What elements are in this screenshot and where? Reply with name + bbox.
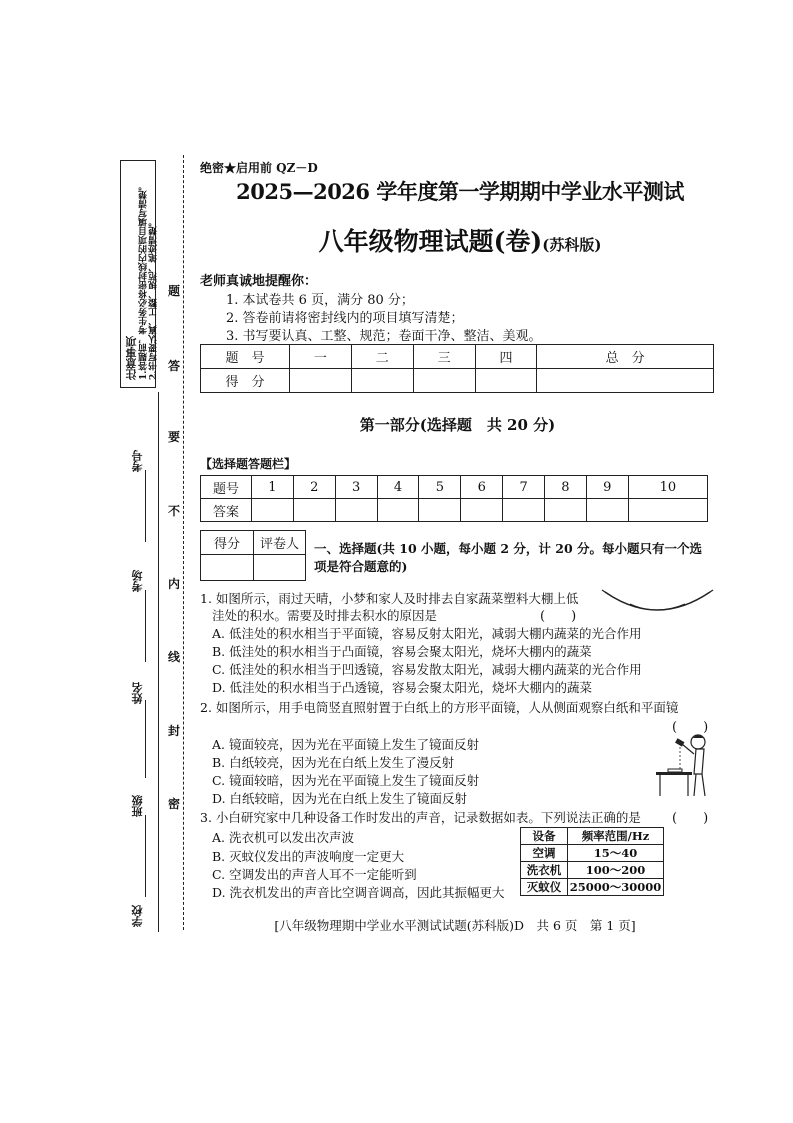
reminder-item: 2. 答卷前请将密封线内的项目填写清楚； xyxy=(226,311,464,326)
part1-title: 第一部分(选择题 共 20 分) xyxy=(359,416,556,434)
score-table xyxy=(200,344,714,393)
score-cell[interactable] xyxy=(475,369,537,393)
score-cell[interactable] xyxy=(290,369,352,393)
score-header: 四 xyxy=(475,345,537,369)
blank-line-exam-room xyxy=(145,590,146,662)
q3-table-header: 频率范围/Hz xyxy=(568,828,664,845)
q3-table-range: 100～200 xyxy=(568,862,664,879)
answer-cell[interactable] xyxy=(252,499,294,522)
score-cell[interactable] xyxy=(413,369,475,393)
q1-stem: 1. 如图所示，雨过天晴，小梦和家人及时排去自家蔬菜塑料大棚上低 xyxy=(200,591,579,606)
answer-header: 1 xyxy=(252,476,294,499)
notice-line1: 1.答题前，考生务必将密封线内的项目填写清楚。 xyxy=(139,181,149,380)
answer-cell[interactable] xyxy=(586,499,628,522)
q1-stem-cont: 洼处的积水。需要及时排去积水的原因是 xyxy=(212,608,438,623)
answer-sheet-table xyxy=(200,475,708,522)
answer-cell[interactable] xyxy=(419,499,461,522)
secret-mark: 绝密★启用前 QZ－D xyxy=(200,161,318,175)
answer-row-label: 答案 xyxy=(201,499,252,522)
answer-header: 10 xyxy=(628,476,707,499)
seal-char: 要 xyxy=(168,430,181,444)
q2-option-b: B. 白纸较亮，因为光在白纸上发生了漫反射 xyxy=(212,755,455,770)
blank-line-name xyxy=(145,700,146,778)
answer-cell[interactable] xyxy=(503,499,545,522)
answer-header: 8 xyxy=(545,476,587,499)
answer-header: 9 xyxy=(586,476,628,499)
label-class: 班级 xyxy=(131,795,144,817)
answer-header: 2 xyxy=(293,476,335,499)
seal-char: 内 xyxy=(168,577,181,591)
q3-table-device: 洗衣机 xyxy=(521,862,568,879)
q2-option-d: D. 白纸较暗，因为光在白纸上发生了镜面反射 xyxy=(212,791,468,806)
grader-score-cell[interactable] xyxy=(201,555,254,581)
seal-line xyxy=(183,155,184,930)
answer-cell[interactable] xyxy=(293,499,335,522)
answer-cell[interactable] xyxy=(545,499,587,522)
q3-stem: 3. 小白研究家中几种设备工作时发出的声音，记录数据如表。下列说法正确的是 xyxy=(200,810,641,825)
answer-cell[interactable] xyxy=(461,499,503,522)
exam-title: 2025—2026 学年度第一学期期中学业水平测试 xyxy=(236,179,684,204)
score-header: 一 xyxy=(290,345,352,369)
edition: (苏科版) xyxy=(542,236,602,254)
q1-greenhouse-figure xyxy=(600,580,715,625)
q3-option-a: A. 洗衣机可以发出次声波 xyxy=(212,830,354,845)
grader-cell[interactable] xyxy=(254,555,306,581)
q3-table-range: 15～40 xyxy=(568,845,664,862)
seal-char: 题 xyxy=(168,284,181,298)
seal-char: 答 xyxy=(168,359,181,373)
q1-option-c: C. 低洼处的积水相当于凹透镜，容易发散太阳光，减弱大棚内蔬菜的光合作用 xyxy=(212,662,642,677)
seal-char: 封 xyxy=(168,724,181,738)
seal-char: 不 xyxy=(168,504,181,518)
subject-title xyxy=(200,222,720,258)
q3-table-device: 空调 xyxy=(521,845,568,862)
label-name: 姓名 xyxy=(131,682,144,704)
score-row-label: 得 分 xyxy=(201,369,290,393)
q3-table-header: 设备 xyxy=(521,828,568,845)
blank-line-class xyxy=(145,815,146,897)
seal-char: 密 xyxy=(168,797,181,811)
score-header: 三 xyxy=(413,345,475,369)
reminder-item: 1. 本试卷共 6 页，满分 80 分； xyxy=(226,293,414,308)
answer-sheet-title: 【选择题答题栏】 xyxy=(200,457,297,471)
q1-option-b: B. 低洼处的积水相当于凸面镜，容易会聚太阳光，烧坏大棚内的蔬菜 xyxy=(212,644,592,659)
answer-cell[interactable] xyxy=(335,499,377,522)
notice-line2: 2.书写要认真、工整、规范、笔迹清楚。 xyxy=(149,217,159,380)
answer-header: 5 xyxy=(419,476,461,499)
answer-header: 4 xyxy=(377,476,419,499)
answer-header: 3 xyxy=(335,476,377,499)
fill-line xyxy=(158,392,159,932)
q2-option-c: C. 镜面较暗，因为光在平面镜上发生了镜面反射 xyxy=(212,773,480,788)
answer-cell[interactable] xyxy=(628,499,707,522)
q2-option-a: A. 镜面较亮，因为光在平面镜上发生了镜面反射 xyxy=(212,737,479,752)
label-exam-room: 考场 xyxy=(131,570,144,592)
grader-box xyxy=(200,530,306,581)
answer-cell[interactable] xyxy=(377,499,419,522)
q3-table-range: 25000～30000 xyxy=(568,879,664,896)
q3-frequency-table xyxy=(520,827,664,896)
q2-stem: 2. 如图所示，用手电筒竖直照射置于白纸上的方形平面镜，人从侧面观察白纸和平面镜 xyxy=(200,700,679,715)
score-header: 二 xyxy=(351,345,413,369)
page-footer: [八年级物理期中学业水平测试试题(苏科版)D 共 6 页 第 1 页] xyxy=(274,918,636,933)
section1-desc: 一、选择题(共 10 小题，每小题 2 分，计 20 分。每小题只有一个选项是符合题意的) xyxy=(314,541,703,574)
subject-name: 八年级物理试题(卷) xyxy=(318,227,543,256)
blank-line-exam-no xyxy=(145,470,146,542)
q3-table-device: 灭蚊仪 xyxy=(521,879,568,896)
q3-option-d: D. 洗衣机发出的声音比空调音调高，因此其振幅更大 xyxy=(212,885,505,900)
score-cell[interactable] xyxy=(351,369,413,393)
q3-answer-paren[interactable]: ( ) xyxy=(672,811,709,826)
answer-header: 6 xyxy=(461,476,503,499)
reminder-item: 3. 书写要认真、工整、规范；卷面干净、整洁、美观。 xyxy=(226,329,542,344)
reminder-heading: 老师真诚地提醒你： xyxy=(200,274,318,289)
notice-title: 注意事项 xyxy=(125,336,138,380)
q1-answer-paren[interactable]: ( ) xyxy=(540,609,577,624)
label-exam-no: 考号 xyxy=(131,450,144,472)
score-header: 总 分 xyxy=(537,345,714,369)
q3-option-c: C. 空调发出的声音人耳不一定能听到 xyxy=(212,867,417,882)
q2-answer-paren[interactable]: ( ) xyxy=(672,720,709,735)
q2-flashlight-figure xyxy=(652,730,716,802)
q3-option-b: B. 灭蚊仪发出的声波响度一定更大 xyxy=(212,849,405,864)
answer-header: 题号 xyxy=(201,476,252,499)
score-header: 题 号 xyxy=(201,345,290,369)
grader-score-label: 得分 xyxy=(201,531,254,555)
q1-option-a: A. 低洼处的积水相当于平面镜，容易反射太阳光，减弱大棚内蔬菜的光合作用 xyxy=(212,626,642,641)
score-cell[interactable] xyxy=(537,369,714,393)
label-school: 学校 xyxy=(131,905,144,927)
grader-label: 评卷人 xyxy=(254,531,306,555)
answer-header: 7 xyxy=(503,476,545,499)
seal-char: 线 xyxy=(168,650,181,664)
q1-option-d: D. 低洼处的积水相当于凸透镜，容易会聚太阳光，烧坏大棚内的蔬菜 xyxy=(212,680,593,695)
